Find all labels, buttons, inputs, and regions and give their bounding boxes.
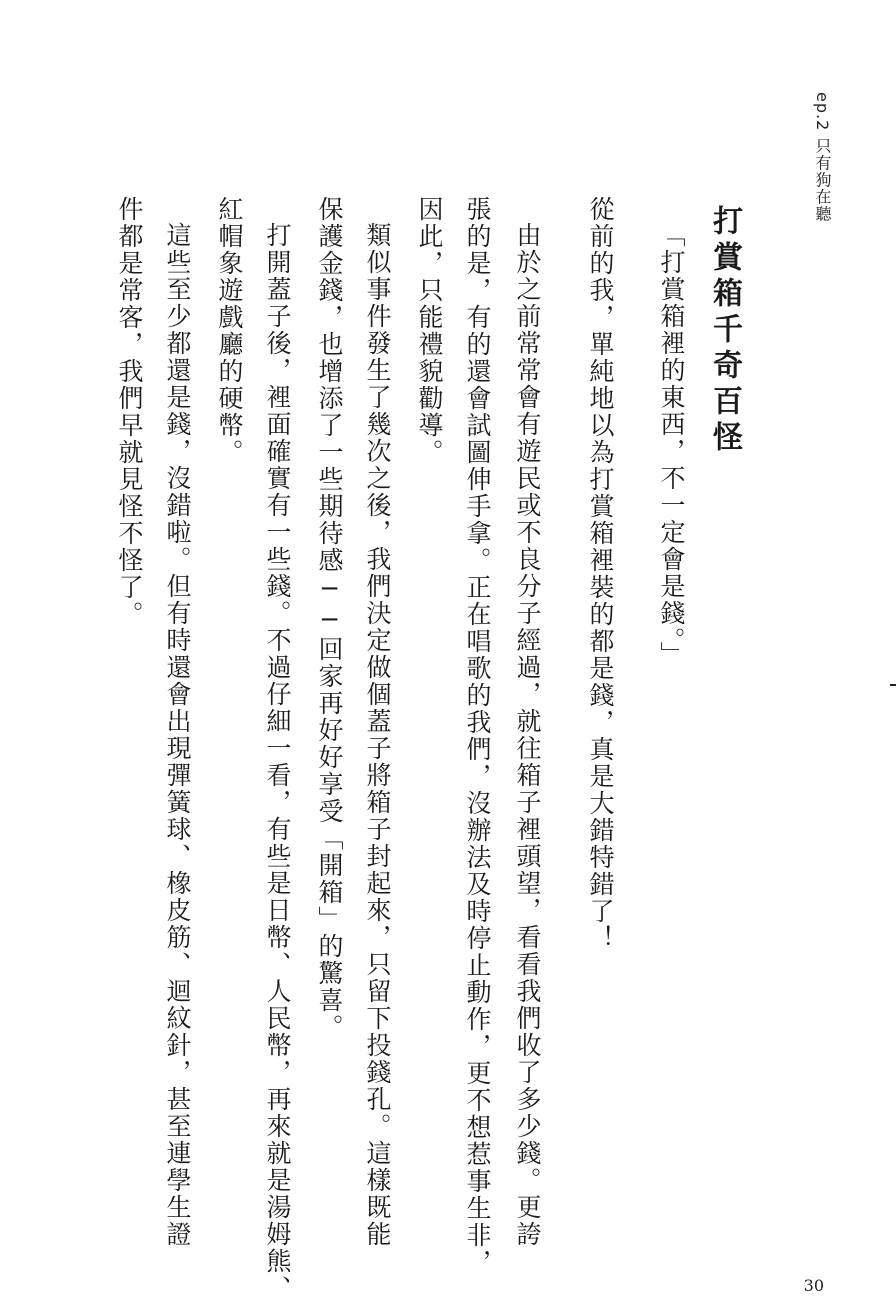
body-column: 從前的我，單純地以為打賞箱裡裝的都是錢，真是大錯特錯了！: [586, 196, 615, 952]
body-column: 由於之前常常會有遊民或不良分子經過，就往箱子裡頭望，看看我們收了多少錢。更誇: [513, 222, 542, 1248]
chapter-title: 打賞箱千奇百怪: [707, 205, 742, 457]
body-column: 這些至少都還是錢，沒錯啦。但有時還會出現彈簧球、橡皮筋、迴紋針，甚至連學生證: [163, 222, 192, 1248]
body-column: 紅帽象遊戲廳的硬幣。: [215, 196, 244, 466]
page-number: 30: [803, 1276, 824, 1295]
body-column: 打開蓋子後，裡面確實有一些錢。不過仔細一看，有些是日幣、人民幣，再來就是湯姆熊、: [263, 222, 292, 1302]
body-column: 「打賞箱裡的東西，不一定會是錢。」: [657, 222, 686, 669]
body-column: 保護金錢，也增添了一些期待感──回家再好好享受「開箱」的驚喜。: [315, 196, 344, 1041]
body-column: 類似事件發生了幾次之後，我們決定做個蓋子將箱子封起來，只留下投錢孔。這樣既能: [363, 222, 392, 1248]
body-column: 張的是，有的還會試圖伸手拿。正在唱歌的我們，沒辦法及時停止動作，更不想惹事生非，: [463, 196, 492, 1276]
trim-mark: [890, 684, 896, 686]
body-column: 因此，只能禮貌勸導。: [415, 196, 444, 466]
running-head: ep.2 只有狗在聽: [813, 92, 832, 223]
body-column: 件都是常客，我們早就見怪不怪了。: [115, 196, 144, 628]
